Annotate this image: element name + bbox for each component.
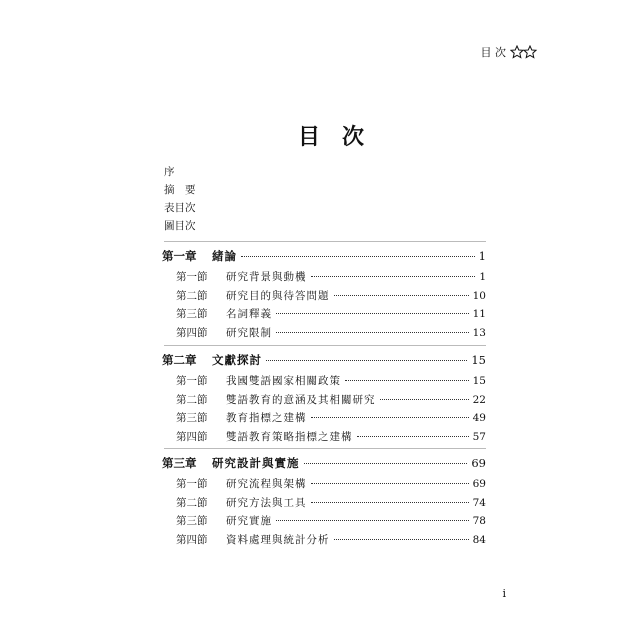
front-matter-item[interactable]: 圖目次 [164, 220, 196, 232]
page-number: 49 [472, 412, 486, 425]
section-entry[interactable] [162, 373, 486, 392]
chapter-number: 第三章 [162, 456, 197, 470]
page-number: 1 [478, 249, 486, 263]
section-title: 研究方法與工具 [226, 496, 307, 509]
leader-dots [304, 463, 468, 464]
chapter-block [162, 352, 486, 448]
leader-dots [345, 380, 469, 381]
front-matter-item[interactable]: 摘 要 [164, 184, 196, 196]
front-matter-item[interactable]: 序 [164, 166, 175, 178]
chapter-entry[interactable] [162, 248, 486, 267]
section-title: 雙語教育的意涵及其相關研究 [226, 393, 376, 406]
page-number: 15 [471, 353, 486, 367]
page-number: 57 [472, 431, 486, 444]
section-entry[interactable] [162, 306, 486, 325]
section-title: 研究目的與待答問題 [226, 289, 330, 302]
section-number: 第二節 [176, 496, 208, 509]
leader-dots [334, 539, 469, 540]
section-title: 教育指標之建構 [226, 412, 307, 425]
stars-icon [510, 45, 538, 59]
leader-dots [334, 295, 469, 296]
leader-dots [266, 360, 467, 361]
section-title: 研究限制 [226, 327, 272, 340]
page-number: 15 [472, 374, 486, 387]
leader-dots [311, 276, 476, 277]
section-entry[interactable] [162, 495, 486, 514]
page-folio: i [502, 587, 506, 600]
front-matter-list [164, 163, 196, 235]
running-header [481, 44, 539, 60]
leader-dots [276, 332, 469, 333]
chapter-title: 文獻探討 [212, 353, 262, 367]
section-entry[interactable] [162, 429, 486, 448]
leader-dots [311, 417, 469, 418]
chapter-number: 第一章 [162, 249, 197, 263]
section-number: 第一節 [176, 374, 208, 387]
section-title: 我國雙語國家相關政策 [226, 374, 341, 387]
section-title: 名詞釋義 [226, 308, 272, 321]
chapter-entry[interactable] [162, 455, 486, 474]
section-title: 研究流程與架構 [226, 477, 307, 490]
section-title: 研究背景與動機 [226, 270, 307, 283]
divider [164, 345, 486, 346]
page-number: 1 [479, 270, 486, 283]
section-entry[interactable] [162, 476, 486, 495]
section-entry[interactable] [162, 410, 486, 429]
section-number: 第四節 [176, 327, 208, 340]
section-title: 研究實施 [226, 515, 272, 528]
section-entry[interactable] [162, 532, 486, 551]
page-number: 84 [472, 534, 486, 547]
section-number: 第三節 [176, 515, 208, 528]
page-number: 13 [472, 327, 486, 340]
section-entry[interactable] [162, 269, 486, 288]
section-number: 第三節 [176, 412, 208, 425]
section-number: 第二節 [176, 393, 208, 406]
section-title: 資料處理與統計分析 [226, 534, 330, 547]
page-number: 10 [472, 289, 486, 302]
leader-dots [311, 502, 469, 503]
section-number: 第一節 [176, 270, 208, 283]
page-number: 69 [471, 456, 486, 470]
section-title: 雙語教育策略指標之建構 [226, 431, 353, 444]
page-title: 目次 [297, 124, 386, 150]
section-number: 第二節 [176, 289, 208, 302]
section-entry[interactable] [162, 288, 486, 307]
divider [164, 241, 486, 242]
page-number: 69 [472, 477, 486, 490]
front-matter-item[interactable]: 表目次 [164, 202, 196, 214]
page-number: 11 [472, 308, 486, 321]
section-number: 第一節 [176, 477, 208, 490]
section-entry[interactable] [162, 513, 486, 532]
section-number: 第四節 [176, 431, 208, 444]
section-entry[interactable] [162, 325, 486, 344]
section-entry[interactable] [162, 392, 486, 411]
section-number: 第四節 [176, 534, 208, 547]
running-header-label: 目 次 [480, 46, 506, 59]
chapter-block [162, 248, 486, 344]
chapter-number: 第二章 [162, 353, 197, 367]
leader-dots [241, 256, 475, 257]
chapter-title: 研究設計與實施 [212, 456, 300, 470]
leader-dots [276, 313, 469, 314]
section-number: 第三節 [176, 308, 208, 321]
divider [164, 448, 486, 449]
page-number: 74 [472, 496, 486, 509]
page-number: 78 [472, 515, 486, 528]
leader-dots [311, 483, 469, 484]
leader-dots [357, 436, 469, 437]
chapter-title: 緒論 [212, 249, 237, 263]
page-number: 22 [472, 393, 486, 406]
chapter-entry[interactable] [162, 352, 486, 371]
chapter-block [162, 455, 486, 551]
leader-dots [276, 520, 469, 521]
leader-dots [380, 399, 469, 400]
